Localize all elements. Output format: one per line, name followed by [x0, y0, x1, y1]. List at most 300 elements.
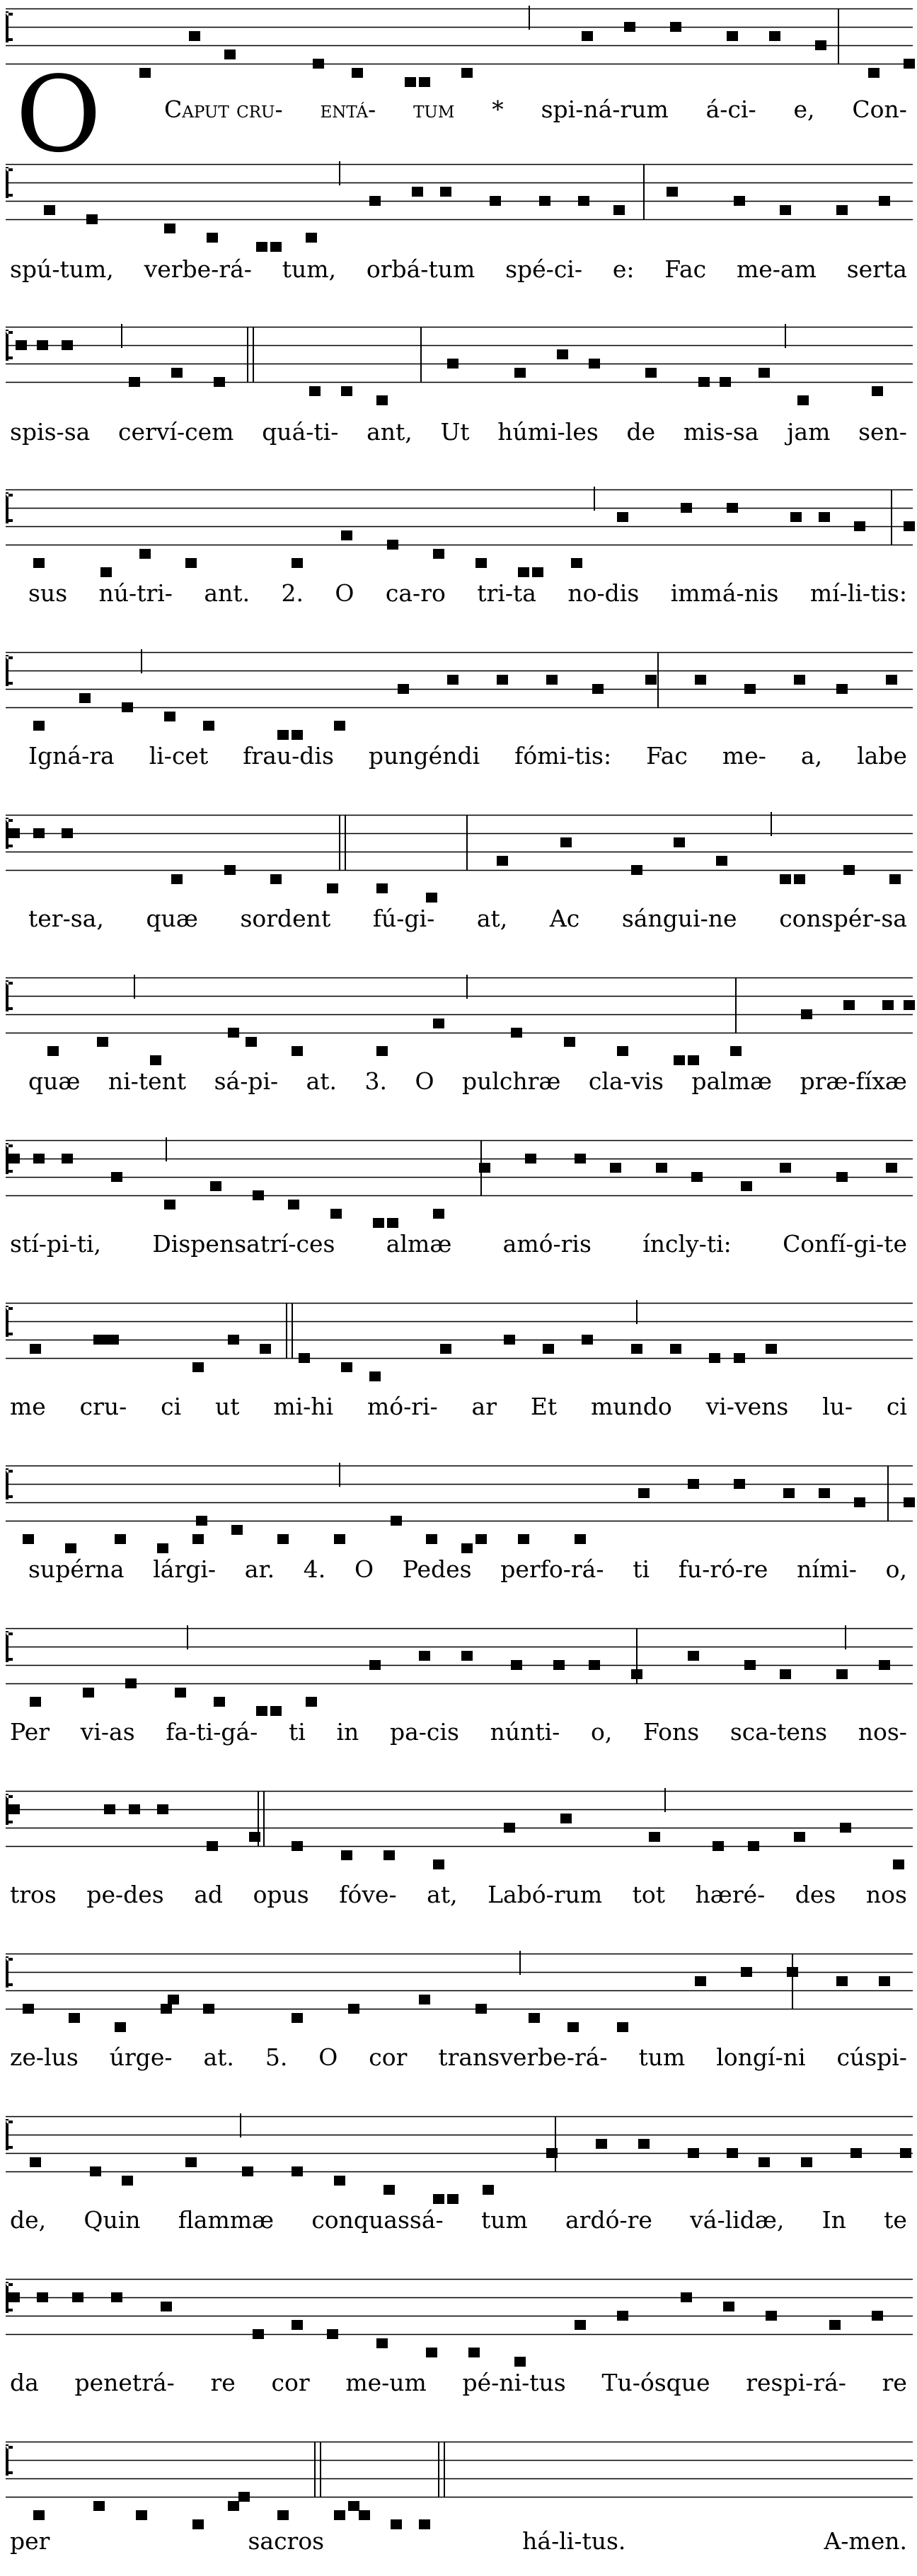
lyric-syllable: penetrá- [74, 2369, 175, 2396]
neume-punctum [391, 2519, 402, 2529]
lyric-syllable: flammæ [178, 2206, 275, 2234]
neume-punctum [688, 1479, 699, 1489]
lyric-syllable: ar. [244, 1555, 275, 1583]
neume-punctum [497, 675, 508, 685]
lyric-syllable: 2. [281, 579, 304, 607]
neume-punctum [638, 2139, 650, 2149]
lyric-syllable: e, [793, 95, 815, 123]
lyric-syllable: palmæ [691, 1067, 773, 1095]
lyric-syllable: tum [480, 2206, 528, 2234]
neume-punctum [575, 1534, 586, 1544]
neume-punctum [836, 205, 848, 215]
neume-punctum [497, 856, 508, 866]
lyric-syllable: Confí-gi-te [783, 1230, 907, 1258]
neume-punctum [292, 730, 303, 740]
lyric-syllable: at, [476, 905, 508, 932]
neume-punctum [475, 2004, 487, 2014]
neume-punctum [16, 340, 27, 350]
neume-punctum [872, 386, 883, 396]
lyric-syllable: Quin [83, 2206, 141, 2234]
lyric-syllable: á-ci- [705, 95, 756, 123]
neume-punctum [115, 2022, 126, 2032]
neume-punctum [780, 1669, 791, 1679]
neume-punctum [769, 31, 780, 41]
neume-punctum [617, 512, 628, 522]
lyric-syllable: ut [214, 1393, 240, 1420]
neume-punctum [412, 187, 423, 197]
lyric-syllable: stí-pi-ti, [10, 1230, 102, 1258]
lyric-syllable: pa-cis [389, 1718, 459, 1746]
neume-punctum [461, 68, 473, 78]
lyric-syllable: longí-ni [716, 2043, 806, 2071]
lyric-syllable: te [884, 2206, 907, 2234]
lyric-syllable: ardó-re [565, 2206, 652, 2234]
neume-punctum [23, 2004, 34, 2014]
neume-punctum [741, 1967, 752, 1977]
lyric-syllable: Fons [643, 1718, 700, 1746]
neume-punctum [670, 22, 681, 32]
neume-punctum [192, 2519, 204, 2529]
neume-punctum [879, 1976, 890, 1986]
neume-punctum [631, 1344, 642, 1354]
lyric-syllable: O [335, 579, 354, 607]
neume-punctum [260, 1344, 271, 1354]
neume-punctum [171, 874, 183, 884]
lyric-syllable: amó-ris [502, 1230, 592, 1258]
neume-punctum [893, 1860, 904, 1869]
lyric-syllable: fóve- [339, 1881, 397, 1908]
neume-punctum [511, 1028, 522, 1038]
neume-punctum [8, 1154, 20, 1164]
neume-punctum [759, 368, 770, 378]
neume-punctum [192, 1534, 204, 1544]
neume-punctum [610, 1163, 621, 1173]
lyric-syllable: Per [10, 1718, 50, 1746]
neume-punctum [249, 1832, 260, 1842]
neume-punctum [238, 2492, 250, 2502]
neume-punctum [447, 2194, 458, 2204]
lyric-syllable: Fac [646, 742, 688, 770]
neume-punctum [578, 196, 589, 206]
neume-punctum [904, 59, 915, 69]
lyric-syllable: Labó-rum [488, 1881, 603, 1908]
lyric-syllable: respi-rá- [746, 2369, 846, 2396]
neume-punctum [461, 1543, 473, 1553]
lyric-syllable: pé-ni-tus [462, 2369, 566, 2396]
neume-punctum [518, 1534, 529, 1544]
lyric-syllable: húmi-les [497, 418, 599, 446]
lyric-syllable: tum, [282, 255, 337, 283]
lyric-syllable: A-men. [824, 2527, 907, 2555]
neume-punctum [30, 1344, 41, 1354]
neume-punctum [327, 883, 338, 893]
lyric-syllable: cor [271, 2369, 310, 2396]
lyric-syllable: præ-fíxæ [800, 1067, 907, 1095]
neume-punctum [688, 1055, 699, 1065]
neume-punctum [674, 1055, 685, 1065]
neume-punctum [560, 1814, 572, 1823]
neume-punctum [341, 386, 352, 396]
neume-punctum [681, 503, 692, 513]
neume-punctum [532, 567, 543, 577]
neume-punctum [840, 1823, 851, 1833]
lyric-syllable: sá-pi- [214, 1067, 279, 1095]
neume-punctum [843, 1000, 855, 1010]
neume-punctum [256, 242, 267, 252]
lyric-syllable: no-dis [567, 579, 640, 607]
neume-punctum [203, 2004, 214, 2014]
lyric-syllable: ze-lus [10, 2043, 79, 2071]
lyric-syllable: mó-ri- [367, 1393, 438, 1420]
neume-punctum [369, 1660, 381, 1670]
neume-punctum [33, 828, 45, 838]
neume-punctum [720, 377, 731, 387]
neume-punctum [691, 1172, 703, 1182]
neume-punctum [582, 1335, 593, 1345]
lyric-syllable: at. [203, 2043, 234, 2071]
lyric-syllable: nú-tri- [98, 579, 173, 607]
neume-punctum [624, 22, 635, 32]
lyric-syllable: tum [413, 95, 455, 123]
lyric-syllable: frau-dis [243, 742, 334, 770]
lyric-syllable: nos- [858, 1718, 907, 1746]
lyric-syllable: quá-ti- [262, 418, 339, 446]
neume-punctum [125, 1678, 137, 1688]
neume-punctum [334, 2176, 345, 2186]
lyric-syllable: nos [865, 1881, 907, 1908]
neume-punctum [794, 1832, 805, 1842]
neume-punctum [270, 1706, 282, 1716]
neume-punctum [709, 1353, 720, 1363]
neume-punctum [214, 1697, 225, 1707]
neume-punctum [433, 549, 444, 559]
lyric-syllable: transverbe-rá- [438, 2043, 608, 2071]
neume-punctum [189, 31, 200, 41]
neume-punctum [688, 1651, 699, 1661]
neume-punctum [698, 377, 710, 387]
neume-punctum [277, 730, 289, 740]
lyric-syllable: cor [369, 2043, 408, 2071]
lyric-syllable: supérna [28, 1555, 125, 1583]
neume-punctum [168, 1995, 179, 2004]
neume-punctum [801, 1009, 812, 1019]
lyric-syllable: cla-vis [588, 1067, 664, 1095]
neume-punctum [525, 1154, 536, 1164]
neume-punctum [292, 558, 303, 568]
neume-punctum [203, 721, 214, 731]
lyric-syllable: * [492, 95, 504, 123]
neume-punctum [504, 1823, 515, 1833]
neume-punctum [327, 2329, 338, 2339]
neume-punctum [727, 2148, 738, 2158]
lyric-syllable: Ut [440, 418, 470, 446]
lyric-syllable: in [336, 1718, 359, 1746]
neume-punctum [879, 1660, 890, 1670]
neume-punctum [461, 1651, 473, 1661]
neume-punctum [65, 1543, 76, 1553]
neume-punctum [426, 893, 437, 903]
neume-punctum [30, 1697, 41, 1707]
neume-punctum [854, 521, 865, 531]
neume-punctum [713, 1841, 724, 1851]
neume-punctum [433, 1019, 444, 1028]
neume-punctum [246, 1037, 257, 1047]
lyric-syllable: ant, [367, 418, 413, 446]
lyric-syllable: ti [633, 1555, 650, 1583]
neume-punctum [164, 712, 175, 721]
neume-punctum [734, 1353, 745, 1363]
neume-punctum [164, 1200, 175, 1209]
neume-punctum [192, 1362, 204, 1372]
neume-punctum [352, 68, 363, 78]
lyric-syllable: Tu-ósque [601, 2369, 710, 2396]
lyric-syllable: cerví-cem [118, 418, 234, 446]
lyric-syllable: de [626, 418, 656, 446]
neume-punctum [872, 2311, 883, 2321]
neume-punctum [433, 1209, 444, 1219]
neume-punctum [886, 1163, 897, 1173]
neume-punctum [440, 1344, 451, 1354]
neume-punctum [440, 187, 451, 197]
neume-punctum [529, 2013, 540, 2023]
neume-punctum [727, 503, 738, 513]
neume-punctum [645, 368, 657, 378]
neume-punctum [649, 1832, 660, 1842]
neume-punctum [306, 1697, 317, 1707]
neume-punctum [797, 395, 809, 405]
neume-punctum [334, 2510, 345, 2520]
neume-punctum [617, 1046, 628, 1056]
neume-punctum [111, 1172, 122, 1182]
neume-punctum [341, 530, 352, 540]
neume-punctum [780, 874, 791, 884]
neume-punctum [829, 2320, 841, 2330]
neume-punctum [256, 1706, 267, 1716]
lyric-syllable: vi-vens [705, 1393, 789, 1420]
neume-punctum [766, 1344, 777, 1354]
neume-punctum [108, 1335, 119, 1345]
neume-punctum [115, 1534, 126, 1544]
neume-punctum [571, 558, 582, 568]
lyric-syllable: sordent [240, 905, 331, 932]
neume-punctum [175, 1688, 186, 1698]
neume-punctum [900, 2148, 911, 2158]
lyric-syllable: O [354, 1555, 374, 1583]
lyric-syllable: pe-des [86, 1881, 164, 1908]
neume-punctum [617, 2311, 628, 2321]
lyric-syllable: Pedes [402, 1555, 472, 1583]
neume-punctum [868, 68, 879, 78]
lyric-syllable: Con- [852, 95, 907, 123]
neume-punctum [447, 675, 458, 685]
lyric-syllable: tum [638, 2043, 686, 2071]
neume-punctum [161, 2302, 172, 2311]
neume-punctum [224, 865, 236, 875]
neume-punctum [86, 214, 98, 224]
neume-punctum [69, 2013, 80, 2023]
lyric-syllable: a, [800, 742, 823, 770]
neume-punctum [334, 1534, 345, 1544]
neume-punctum [292, 2166, 303, 2176]
neume-punctum [157, 1804, 168, 1814]
neume-punctum [419, 1995, 430, 2004]
lyric-syllable: entá- [320, 95, 376, 123]
neume-punctum [582, 31, 593, 41]
neume-punctum [228, 2501, 239, 2511]
lyric-syllable: des [795, 1881, 836, 1908]
neume-punctum [546, 675, 558, 685]
neume-punctum [674, 837, 685, 847]
neume-punctum [306, 233, 317, 243]
neume-punctum [667, 187, 678, 197]
neume-punctum [836, 1976, 848, 1986]
neume-punctum [270, 242, 282, 252]
lyric-syllable: há-li-tus. [522, 2527, 626, 2555]
neume-punctum [734, 1479, 745, 1489]
lyric-syllable: jam [787, 418, 831, 446]
neume-punctum [277, 2510, 289, 2520]
neume-punctum [72, 2292, 83, 2302]
lyric-syllable: In [821, 2206, 846, 2234]
neume-punctum [617, 2022, 628, 2032]
neume-punctum [592, 684, 604, 694]
neume-punctum [514, 2357, 526, 2367]
neume-punctum [645, 675, 657, 685]
neume-punctum [90, 2166, 101, 2176]
neume-punctum [564, 1037, 575, 1047]
neume-punctum [787, 1967, 798, 1977]
lyric-syllable: úrge- [109, 2043, 173, 2071]
lyric-syllable: de, [10, 2206, 47, 2234]
lyric-syllable: tros [10, 1881, 57, 1908]
neume-punctum [253, 1190, 264, 1200]
lyric-syllable: mí-li-tis: [809, 579, 907, 607]
neume-punctum [62, 340, 73, 350]
neume-punctum [122, 702, 133, 712]
neume-punctum [479, 1163, 490, 1173]
lyric-syllable: labe [857, 742, 907, 770]
neume-punctum [613, 205, 625, 215]
lyric-syllable: sángui-ne [621, 905, 737, 932]
neume-punctum [723, 2302, 734, 2311]
neume-punctum [196, 1516, 207, 1526]
neume-punctum [490, 196, 501, 206]
lyric-syllable: pulchræ [461, 1067, 561, 1095]
neume-punctum [33, 2510, 45, 2520]
initial-letter: O [16, 54, 102, 175]
neume-punctum [759, 2157, 770, 2167]
neume-punctum [161, 2004, 172, 2014]
lyric-syllable: 5. [265, 2043, 288, 2071]
neume-punctum [656, 1163, 667, 1173]
neume-punctum [383, 1850, 395, 1860]
lyric-syllable: almæ [386, 1230, 452, 1258]
neume-punctum [129, 377, 140, 387]
neume-punctum [794, 675, 805, 685]
lyric-syllable: 4. [303, 1555, 326, 1583]
neume-punctum [843, 865, 855, 875]
lyric-syllable: fú-gi- [372, 905, 435, 932]
lyric-syllable: tot [632, 1881, 666, 1908]
neume-punctum [292, 1046, 303, 1056]
neume-punctum [734, 196, 745, 206]
lyric-syllable: quæ [28, 1067, 81, 1095]
lyric-syllable: sacros [248, 2527, 325, 2555]
lyric-syllable: cru- [79, 1393, 127, 1420]
neume-punctum [299, 1353, 310, 1363]
neume-punctum [879, 196, 890, 206]
neume-punctum [447, 359, 458, 369]
lyric-syllable: O [318, 2043, 338, 2071]
neume-punctum [8, 1804, 20, 1814]
neume-punctum [638, 1488, 650, 1498]
lyric-syllable: e: [612, 255, 635, 283]
neume-punctum [292, 2013, 303, 2023]
neume-punctum [93, 2501, 105, 2511]
lyric-syllable: lu- [822, 1393, 853, 1420]
lyric-syllable: núnti- [490, 1718, 560, 1746]
lyric-syllable: o, [590, 1718, 613, 1746]
neume-punctum [426, 2348, 437, 2357]
neume-punctum [376, 2338, 388, 2348]
neume-punctum [383, 2185, 395, 2195]
neume-punctum [150, 1055, 161, 1065]
neume-punctum [33, 721, 45, 731]
lyric-syllable: vi-as [80, 1718, 135, 1746]
neume-punctum [553, 1660, 565, 1670]
neume-punctum [539, 196, 550, 206]
neume-punctum [359, 2510, 370, 2520]
neume-punctum [228, 1028, 239, 1038]
neume-punctum [224, 50, 236, 59]
neume-punctum [801, 2157, 812, 2167]
neume-punctum [97, 1037, 108, 1047]
neume-punctum [292, 1841, 303, 1851]
neume-punctum [8, 2292, 20, 2302]
neume-punctum [231, 1525, 243, 1535]
neume-punctum [398, 684, 409, 694]
neume-punctum [210, 1181, 221, 1191]
neume-punctum [376, 395, 388, 405]
neume-punctum [30, 2157, 41, 2167]
neume-punctum [794, 874, 805, 884]
neume-punctum [348, 2501, 359, 2511]
lyric-syllable: ca-ro [385, 579, 446, 607]
neume-punctum [111, 2292, 122, 2302]
neume-punctum [171, 368, 183, 378]
neume-punctum [100, 567, 112, 577]
neume-punctum [122, 2176, 133, 2186]
lyric-syllable: serta [846, 255, 907, 283]
neume-punctum [369, 1371, 381, 1381]
lyric-syllable: ad [194, 1881, 224, 1908]
neume-punctum [405, 77, 416, 87]
neume-punctum [185, 2157, 197, 2167]
lyric-syllable: Fac [664, 255, 707, 283]
neume-punctum [504, 1335, 515, 1345]
lyric-syllable: me-um [345, 2369, 427, 2396]
neume-punctum [780, 1163, 791, 1173]
neume-punctum [207, 1841, 218, 1851]
lyric-syllable: Igná-ra [28, 742, 115, 770]
lyric-syllable: ci [161, 1393, 182, 1420]
neume-punctum [783, 1488, 795, 1498]
neume-punctum [37, 2292, 48, 2302]
lyric-syllable: perfo-rá- [500, 1555, 604, 1583]
lyric-syllable: spú-tum, [10, 255, 114, 283]
neume-punctum [164, 224, 175, 233]
neume-punctum [23, 1534, 34, 1544]
